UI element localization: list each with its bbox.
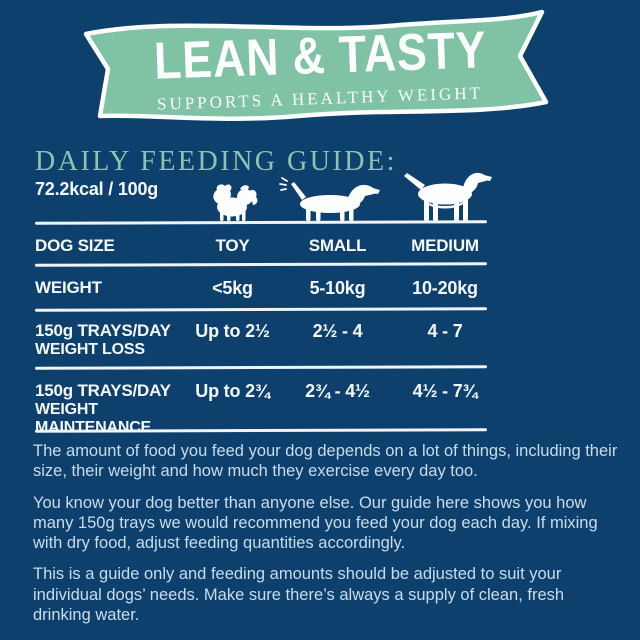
dog-size-illustrations (35, 164, 495, 224)
ground-line (35, 220, 487, 225)
cell-toy-weight: <5kg (212, 278, 253, 298)
column-header-toy: TOY (215, 236, 250, 255)
banner-subtitle: SUPPORTS A HEALTHY WEIGHT (156, 83, 484, 114)
cell-small-maint: 2¾ - 4½ (305, 381, 370, 401)
row-label: 150g TRAYS/DAY WEIGHT LOSS (35, 321, 171, 358)
daily-feeding-guide-heading: DAILY FEEDING GUIDE: (35, 146, 397, 177)
table-rule (35, 262, 487, 267)
column-header-dog-size: DOG SIZE (35, 236, 115, 255)
table-row-weight-maintenance (35, 381, 500, 437)
table-rule (35, 365, 487, 370)
table-row-weight (35, 278, 500, 299)
paragraph-1: The amount of food you feed your dog depends on a lot of things, including their size, their weight and how much they exercise every day too. (33, 442, 618, 481)
table-header-row (35, 236, 500, 256)
calorie-density-label: 72.2kcal / 100g (35, 179, 159, 199)
table-rule (35, 307, 487, 312)
cell-toy-maint: Up to 2¾ (195, 381, 270, 401)
column-header-small: SMALL (308, 236, 367, 255)
row-label: WEIGHT (35, 278, 102, 297)
cell-medium-loss: 4 - 7 (427, 321, 463, 341)
row-label: 150g TRAYS/DAY WEIGHT MAINTENANCE (35, 381, 171, 436)
table-row-weight-loss (35, 321, 500, 359)
cell-small-loss: 2½ - 4 (312, 321, 363, 341)
cell-medium-maint: 4½ - 7¾ (412, 381, 478, 401)
paragraph-2: You know your dog better than anyone else. Our guide here shows you how many 150g trays we would recommend you feed your dog each day. If mixing with dry food, adjust feeding quantities accordingly. (33, 493, 598, 553)
banner-title: LEAN & TASTY (152, 21, 488, 91)
cell-small-weight: 5-10kg (309, 278, 366, 298)
toy-dog-icon (213, 184, 257, 221)
cell-toy-loss: Up to 2½ (195, 321, 270, 341)
cell-medium-weight: 10-20kg (412, 278, 478, 298)
feeding-notes (33, 441, 619, 636)
medium-dog-icon (404, 173, 492, 221)
dachshund-icon (280, 178, 380, 221)
paragraph-3: This is a guide only and feeding amounts should be adjusted to suit your individual dogs’ needs. Make sure there’s always a supply of clean, fresh drinking water. (33, 565, 565, 624)
column-header-medium: MEDIUM (411, 236, 479, 255)
lean-and-tasty-banner (58, 4, 582, 136)
